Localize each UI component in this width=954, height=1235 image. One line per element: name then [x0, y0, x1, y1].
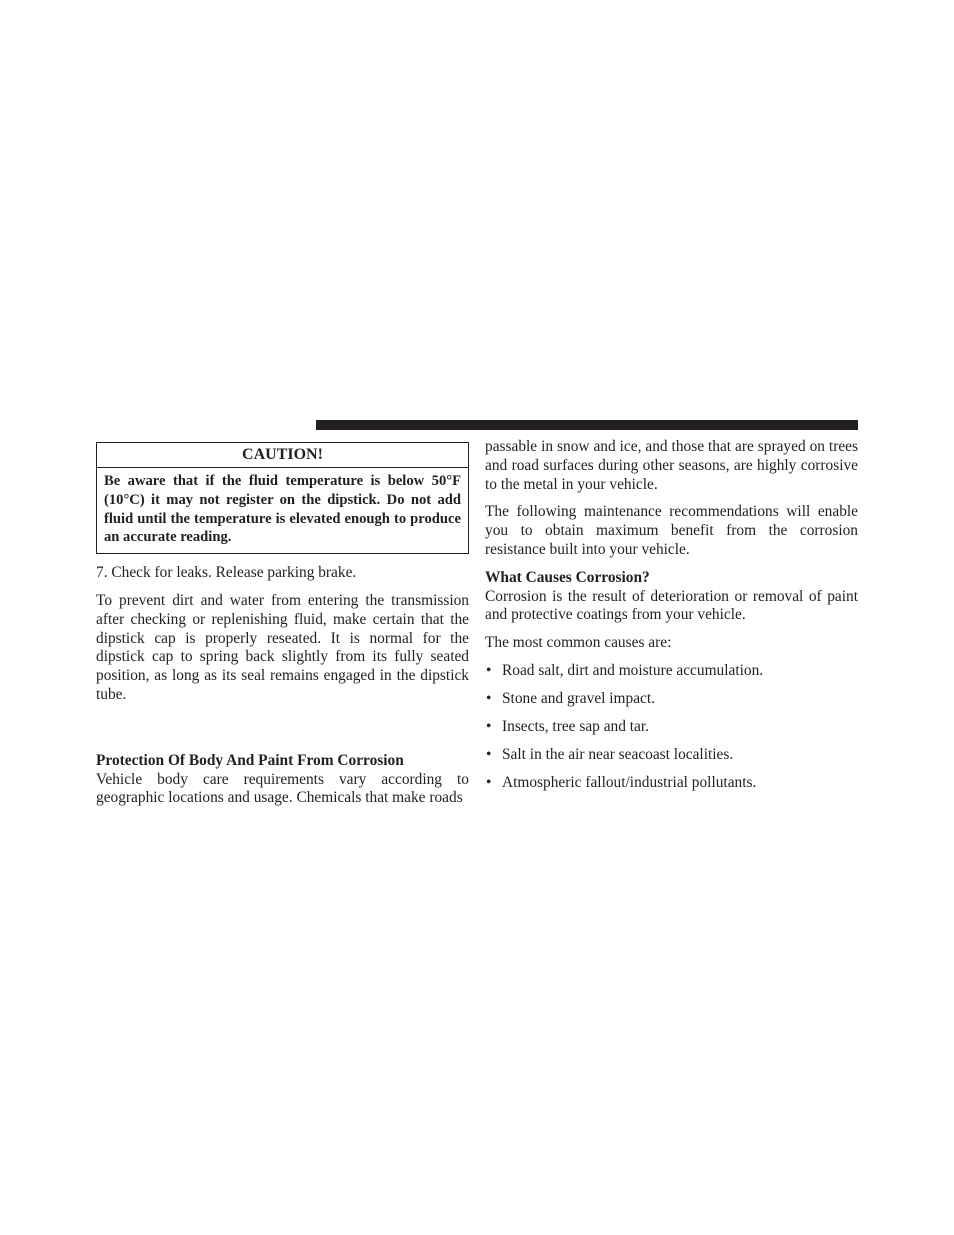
section-heading: Protection Of Body And Paint From Corrosion [96, 751, 404, 769]
corrosion-definition: Corrosion is the result of deterioration or removal of paint and protective coatings from your vehicle. [485, 587, 858, 624]
caution-box [96, 442, 469, 554]
list-item-text: Stone and gravel impact. [502, 689, 656, 707]
step-7: 7. Check for leaks. Release parking brake. [96, 564, 357, 582]
bullet-icon: • [486, 745, 492, 763]
list-item [485, 718, 858, 737]
maintenance-paragraph: The following maintenance recommendations will enable you to obtain maximum benefit from the corrosion resistance built into your vehicle. [485, 503, 858, 558]
bullet-icon: • [486, 773, 492, 791]
common-causes-intro: The most common causes are: [485, 634, 672, 652]
list-item-text: Insects, tree sap and tar. [502, 717, 650, 735]
bullet-icon: • [486, 717, 492, 735]
bullet-icon: • [486, 661, 492, 679]
right-column [485, 440, 858, 802]
list-item-text: Salt in the air near seacoast localities. [502, 745, 734, 763]
list-item [485, 774, 858, 793]
bullet-icon: • [486, 689, 492, 707]
left-column [96, 440, 469, 808]
list-item-text: Road salt, dirt and moisture accumulation. [502, 661, 764, 679]
list-item [485, 662, 858, 681]
caution-text: Be aware that if the fluid temperature is below 50°F (10°C) it may not register on the dipstick. Do not add fluid until the temperature is elevated enough to produce an accurate reading. [104, 473, 461, 546]
causes-list [485, 662, 858, 793]
list-item-text: Atmospheric fallout/industrial pollutants. [502, 773, 757, 791]
subheading-what-causes-corrosion: What Causes Corrosion? [485, 568, 650, 586]
caution-title: CAUTION! [97, 443, 468, 468]
dipstick-paragraph: To prevent dirt and water from entering the transmission after checking or replenishing fluid, make certain that the dipstick cap is properly reseated. It is normal for the dipstick cap to spring back slightly from its fully seated position, as long as its seal remains engaged in the dipstick tube. [96, 591, 469, 703]
list-item [485, 746, 858, 765]
continued-paragraph: passable in snow and ice, and those that are sprayed on trees and road surfaces during other seasons, are highly corrosive to the metal in your vehicle. [485, 438, 858, 493]
section-intro: Vehicle body care requirements vary according to geographic locations and usage. Chemicals that make roads [96, 770, 469, 807]
header-rule [316, 420, 858, 430]
list-item [485, 690, 858, 709]
